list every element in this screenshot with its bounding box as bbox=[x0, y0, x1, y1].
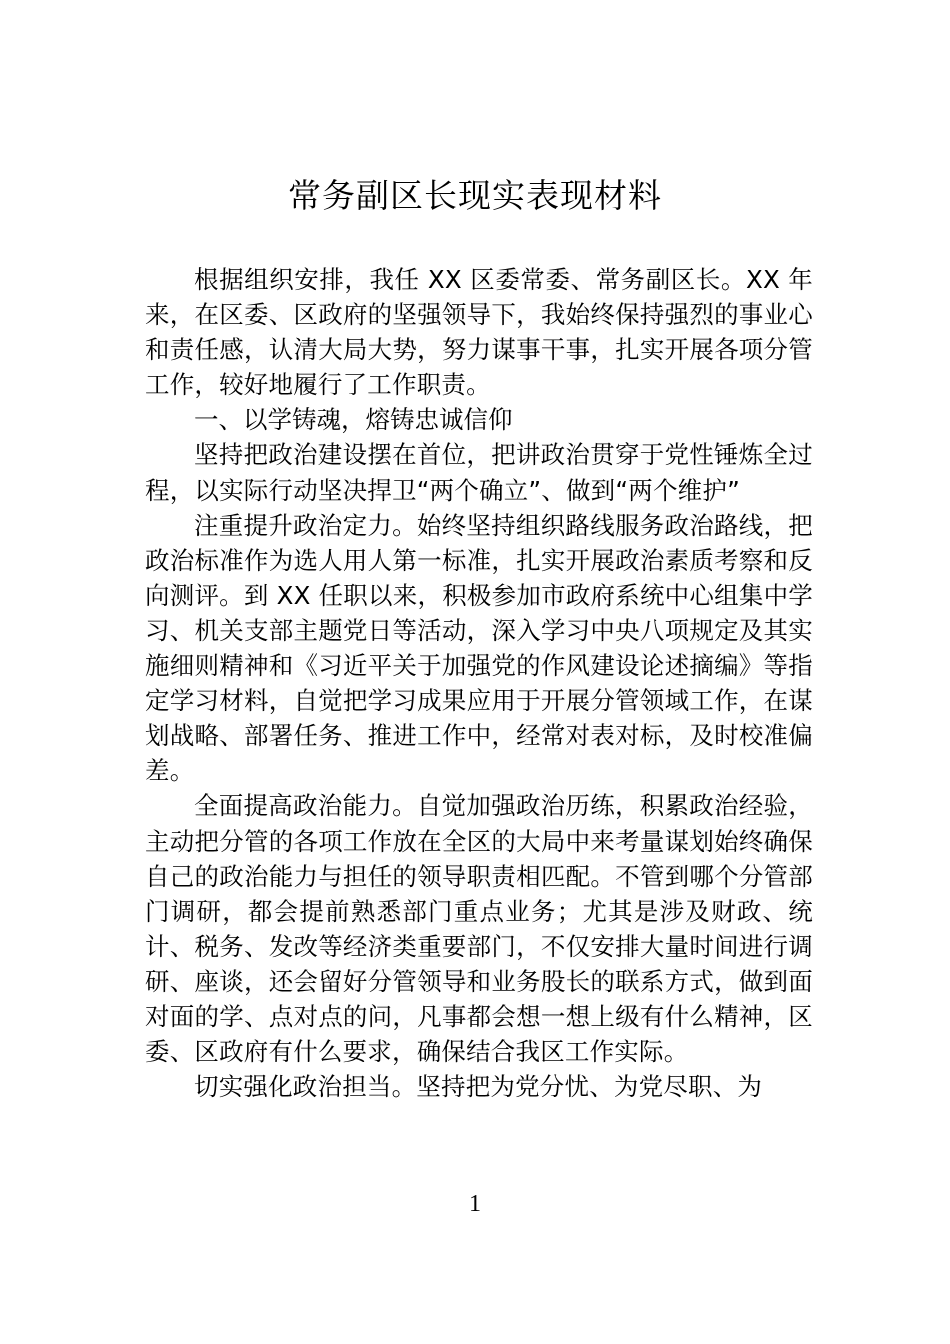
section-intro-paragraph: 坚持把政治建设摆在首位，把讲政治贯穿于党性锤炼全过程，以实际行动坚决捍卫“两个确立”、做到“两个维护” bbox=[145, 440, 813, 505]
body-paragraph: 注重提升政治定力。始终坚持组织路线服务政治路线，把政治标准作为选人用人第一标准，扎实开展政治素质考察和反向测评。到 XX 任职以来，积极参加市政府系统中心组集中学习、机关支部主题党日等活动，深入学习中央八项规定及其实施细则精神和《习近平关于加强党的作风建设论述摘编》等指定学习材料，自觉把学习成果应用于开展分管领域工作，在谋划战略、部署任务、推进工作中，经常对表对标，及时校准偏差。 bbox=[145, 510, 813, 786]
body-paragraph: 切实强化政治担当。坚持把为党分忧、为党尽职、为 bbox=[194, 1072, 763, 1102]
section-heading: 一、以学铸魂，熔铸忠诚信仰 bbox=[194, 405, 513, 435]
document-body bbox=[145, 262, 813, 1104]
document-title: 常务副区长现实表现材料 bbox=[288, 176, 662, 215]
intro-paragraph: 根据组织安排，我任 XX 区委常委、常务副区长。XX 年来，在区委、区政府的坚强领导下，我始终保持强烈的事业心和责任感，认清大局大势，努力谋事干事，扎实开展各项分管工作，较好地履行了工作职责。 bbox=[145, 265, 813, 400]
page-number: 1 bbox=[469, 1191, 481, 1217]
body-paragraph: 全面提高政治能力。自觉加强政治历练，积累政治经验，主动把分管的各项工作放在全区的大局中来考量谋划始终确保自己的政治能力与担任的领导职责相匹配。不管到哪个分管部门调研，都会提前熟悉部门重点业务；尤其是涉及财政、统计、税务、发改等经济类重要部门，不仅安排大量时间进行调研、座谈，还会留好分管领导和业务股长的联系方式，做到面对面的学、点对点的问，凡事都会想一想上级有什么精神，区委、区政府有什么要求，确保结合我区工作实际。 bbox=[145, 791, 813, 1067]
